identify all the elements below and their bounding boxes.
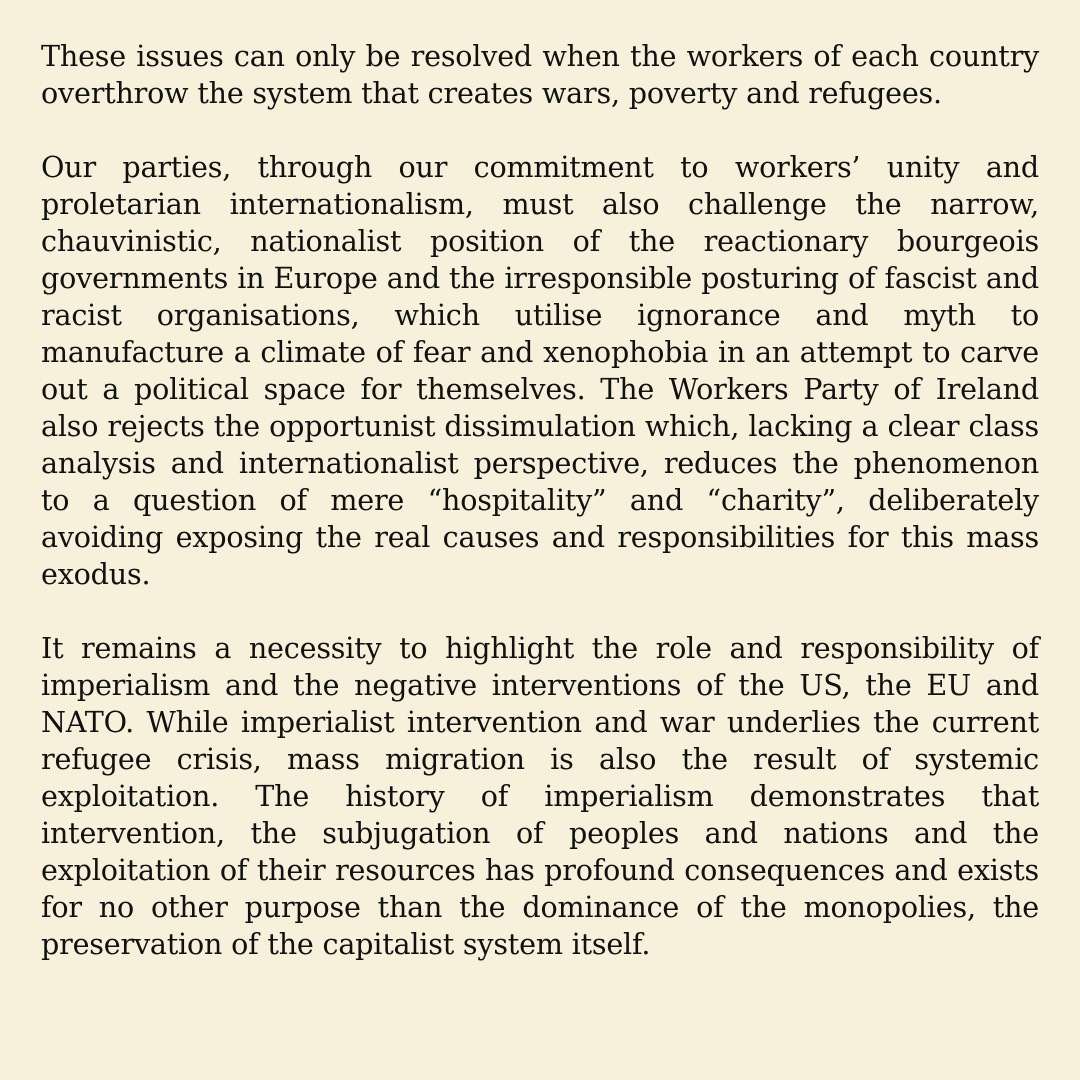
paragraph-3: It remains a necessity to highlight the role and responsibility of imperialism and the negative interventions of the US, the EU and NATO. While imperialist intervention and war underlies the current refugee crisis, mass migration is also the result of systemic exploitation. The history of imperialism demonstrates that intervention, the subjugation of peoples and nations and the exploitation of their resources has profound consequences and exists for no other purpose than the dominance of the monopolies, the preservation of the capitalist system itself.: [41, 631, 1039, 961]
paragraph-1: These issues can only be resolved when the workers of each country overthrow the system that creates wars, poverty and refugees.: [41, 39, 1039, 110]
paragraph-2: Our parties, through our commitment to workers’ unity and proletarian internationalism, must also challenge the narrow, chauvinistic, nationalist position of the reactionary bourgeois governments in Europe and the irresponsible posturing of fascist and racist organisations, which utilise ignorance and myth to manufacture a climate of fear and xenophobia in an attempt to carve out a political space for themselves. The Workers Party of Ireland also rejects the opportunist dissimulation which, lacking a clear class analysis and internationalist perspective, reduces the phenomenon to a question of mere “hospitality” and “charity”, deliberately avoiding exposing the real causes and responsibilities for this mass exodus.: [41, 150, 1039, 591]
